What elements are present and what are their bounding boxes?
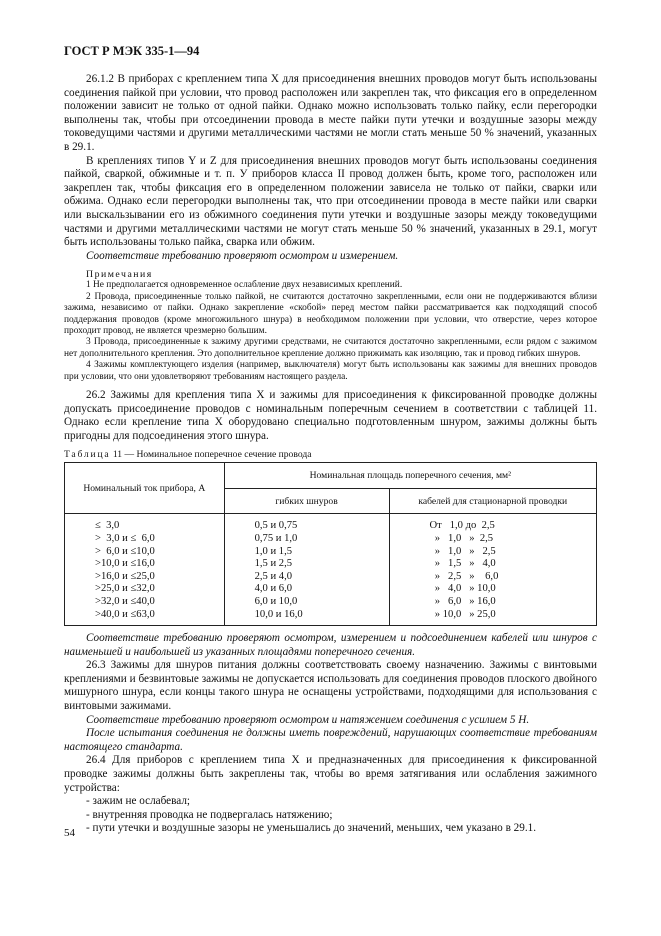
table-cell: ≤ 3,0 — [95, 520, 120, 532]
table-cell: 4,0 и 6,0 — [254, 583, 293, 595]
table-cell: » 2,5 » 6,0 — [429, 570, 499, 582]
compliance-note-1: Соответствие требованию проверяют осмотром и измерением. — [86, 249, 399, 262]
list-item: - пути утечки и воздушные зазоры не уменьшались до значений, меньших, чем указано в 29.1. — [86, 822, 537, 835]
table-cell: 2,5 и 4,0 — [254, 570, 293, 582]
table-11 — [64, 462, 597, 626]
th-cross-section: Номинальная площадь поперечного сечения, мм² — [224, 463, 596, 489]
table-cell: » 4,0 » 10,0 — [429, 583, 496, 595]
th-flexible-cords: гибких шнуров — [224, 488, 389, 514]
note-2: 2 Провода, присоединенные только пайкой, не считаются достаточно закрепленными, если они не поддерживаются вблизи зажима, независимо от пайки. Однако закрепление «скобой» перед местом пайки рассматривается как подходящий способ поддержания проводов (кроме многожильного шнура) в необходимом положении при условии, что отверстие, через которое проходит провод, не является чрезмерно большим. — [64, 291, 597, 336]
table-cell: > 3,0 и ≤ 6,0 — [95, 532, 155, 544]
table-cell: 0,75 и 1,0 — [254, 532, 298, 544]
table-cell: » 10,0 » 25,0 — [429, 608, 496, 620]
compliance-note-4: После испытания соединения не должны иметь повреждений, нарушающих соответствие требованиям настоящего стандарта. — [64, 727, 597, 753]
col-rated-current — [65, 514, 225, 626]
paragraph-joints-y-z: В креплениях типов Y и Z для присоединения внешних проводов могут быть использованы соединения пайкой, сваркой, обжимные и т. п. У приборов класса II провод должен быть, кроме того, расположен или закреплен так, чтобы фиксация его в определенном положении зависела не только от пайки, сварки или обжима. Однако если перегородки выполнены так, что при отсоединении провода в месте пайки или сварки или выскальзывании его из обжимного соединения пути утечки и воздушные зазоры между токоведущими частями и другими металлическими частями не могут стать меньше 50 % значений, указанных в 29.1, могут быть использованы только пайка, сварка или обжим. — [64, 154, 597, 249]
table-cell: » 1,0 » 2,5 — [429, 532, 494, 544]
table-cell: 1,0 и 1,5 — [254, 545, 293, 557]
document-header: ГОСТ Р МЭК 335-1—94 — [64, 44, 200, 58]
table-cell: 1,5 и 2,5 — [254, 558, 293, 570]
col-flexible-cords — [224, 514, 389, 626]
table-cell: >40,0 и ≤63,0 — [95, 608, 155, 620]
paragraph-26-4: 26.4 Для приборов с креплением типа X и предназначенных для присоединения к фиксированной проводке зажимы должны быть закреплены так, чтобы во время затягивания или ослабления зажимного устройства: — [64, 754, 597, 794]
note-3: 3 Провода, присоединенные к зажиму другими средствами, не считаются достаточно закрепленными, если рядом с зажимом нет дополнительного крепления. Это дополнительное крепление должно прижимать как изоляцию, так и провод гибких шнуров. — [64, 337, 597, 359]
compliance-note-2: Соответствие требованию проверяют осмотром, измерением и подсоединением кабелей или шнуров с наименьшей и наибольшей из указанных площадями поперечного сечения. — [64, 632, 597, 658]
table-caption — [64, 449, 597, 460]
note-4: 4 Зажимы комплектующего изделия (например, выключателя) могут быть использованы как зажимы для внешних проводов при условии, что они удовлетворяют требованиям настоящего раздела. — [64, 360, 597, 382]
notes-title: Примечания — [86, 269, 153, 281]
table-cell: > 6,0 и ≤10,0 — [95, 545, 155, 557]
table-cell: 6,0 и 10,0 — [254, 595, 298, 607]
col-fixed-wiring — [389, 514, 597, 626]
paragraph-26-2: 26.2 Зажимы для крепления типа X и зажимы для присоединения к фиксированной проводке должны допускать присоединение проводов с номинальным поперечным сечением в соответствии с таблицей 11. Однако если крепление типа X оборудовано специально подготовленным шнуром, зажимы должны быть пригодны для подсоединения этого шнура. — [64, 388, 597, 442]
table-cell: » 6,0 » 16,0 — [429, 595, 496, 607]
list-item: - внутренняя проводка не подвергалась натяжению; — [86, 808, 333, 821]
table-cell: 10,0 и 16,0 — [254, 608, 303, 620]
page-number: 54 — [64, 827, 75, 839]
compliance-note-3: Соответствие требованию проверяют осмотром и натяжением соединения с усилием 5 Н. — [86, 713, 530, 726]
table-caption-text: 11 — Номинальное поперечное сечение провода — [110, 449, 312, 461]
paragraph-26-1-2: 26.1.2 В приборах с креплением типа X для присоединения внешних проводов могут быть использованы соединения пайкой при условии, что провод расположен или закреплен так, что фиксация его в определенном положении зависит не только от одной пайки. Однако можно использовать только пайку, если перегородки выполнены так, чтобы при отсоединении провода в месте пайки пути утечки и воздушные зазоры между токоведущими частями и другими металлическими частями не могли стать меньше 50 % значений, указанных в 29.1. — [64, 73, 597, 153]
table-cell: >16,0 и ≤25,0 — [95, 570, 155, 582]
table-cell: От 1,0 до 2,5 — [429, 520, 495, 532]
table-cell: » 1,0 » 2,5 — [429, 545, 496, 557]
table-cell: » 1,5 » 4,0 — [429, 558, 496, 570]
table-cell: >10,0 и ≤16,0 — [95, 558, 155, 570]
note-1: 1 Не предполагается одновременное ослабление двух независимых креплений. — [86, 280, 403, 291]
paragraph-26-3: 26.3 Зажимы для шнуров питания должны соответствовать своему назначению. Зажимы с винтовыми креплениями и безвинтовые зажимы не допускается использовать для соединения проводов плоского двойного мишурного шнура, если концы такого шнура не оснащены устройствами, подходящими для использования с винтовыми зажимами. — [64, 659, 597, 713]
th-fixed-wiring: кабелей для стационарной проводки — [389, 488, 597, 514]
th-rated-current: Номинальный ток прибора, А — [65, 463, 225, 514]
table-cell: >25,0 и ≤32,0 — [95, 583, 155, 595]
table-cell: 0,5 и 0,75 — [254, 520, 298, 532]
list-item: - зажим не ослабевал; — [86, 795, 191, 808]
requirements-list — [64, 795, 597, 836]
table-cell: >32,0 и ≤40,0 — [95, 595, 155, 607]
table-caption-prefix: Таблица — [64, 449, 111, 461]
